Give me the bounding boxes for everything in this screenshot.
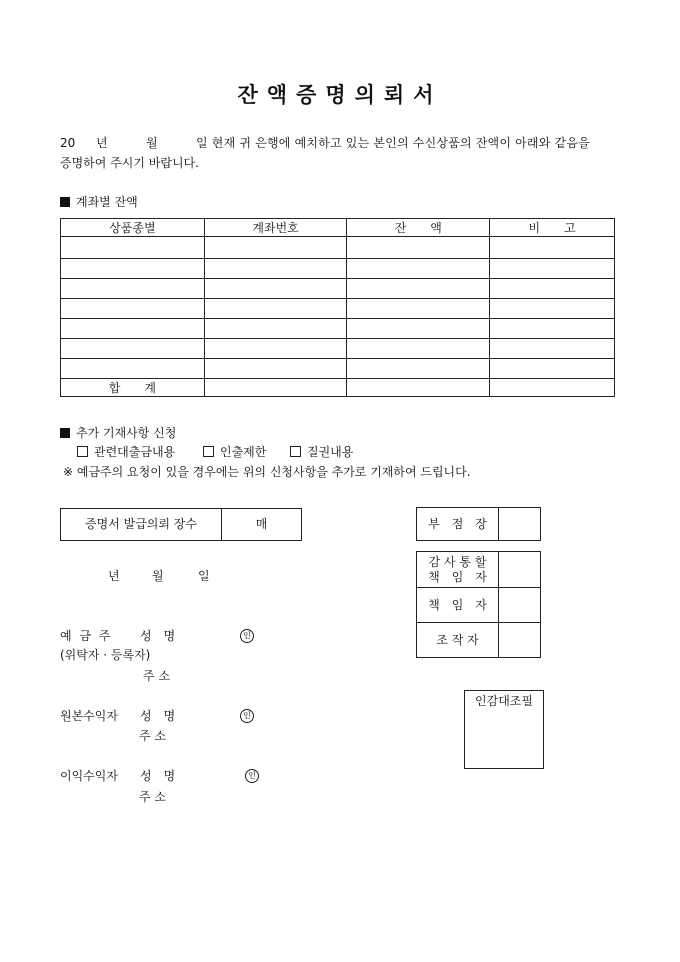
option-label: 인출제한 [220,445,267,459]
table-header-row [61,219,615,237]
col-header: 상품종별 [61,219,205,237]
table-cell[interactable] [347,359,490,379]
square-bullet-icon [60,197,70,207]
table-cell[interactable] [347,379,490,397]
table-cell[interactable] [347,237,490,259]
document-title: 잔액증명의뢰서 [237,82,443,107]
total-row [61,379,615,397]
option-pledge[interactable] [290,445,353,459]
table-cell[interactable] [204,339,347,359]
additional-note: ※ 예금주의 요청이 있을 경우에는 위의 신청사항을 추가로 기재하여 드립니다. [63,465,471,479]
depositor-address-label: 주 소 [143,669,170,683]
issue-count-box [60,508,302,541]
table-cell[interactable] [204,299,347,319]
interest-name-label: 성 명 [140,769,176,783]
date-month: 월 [152,569,164,583]
checkbox-icon[interactable] [203,446,214,457]
table-cell[interactable] [204,379,347,397]
table-cell[interactable] [61,319,205,339]
option-label: 관련대출금내용 [94,445,176,459]
option-label: 질권내용 [307,445,354,459]
square-bullet-icon [60,428,70,438]
table-cell[interactable] [61,279,205,299]
issue-count-label: 증명서 발급의뢰 장수 [61,509,222,540]
table-cell[interactable] [204,359,347,379]
principal-beneficiary-role: 원본수익자 [60,709,118,723]
date-year: 년 [108,569,120,583]
issue-count-unit[interactable]: 매 [255,517,268,531]
operator-label: 조 작 자 [417,623,499,657]
table-cell[interactable] [347,279,490,299]
depositor-name-label: 성 명 [140,629,176,643]
table-cell[interactable] [490,259,615,279]
col-header: 계좌번호 [204,219,347,237]
table-row [61,339,615,359]
audit-sign-cell[interactable] [499,552,540,588]
table-row [61,359,615,379]
checkbox-icon[interactable] [290,446,301,457]
table-cell[interactable] [61,359,205,379]
table-cell[interactable] [347,259,490,279]
audit-label [417,552,499,588]
intro-year-label: 년 [96,136,108,150]
table-cell[interactable] [61,299,205,319]
interest-beneficiary-role: 이익수익자 [60,769,118,783]
interest-address-label: 주 소 [139,790,166,804]
table-cell[interactable] [490,339,615,359]
intro-text: 일 현재 귀 은행에 예치하고 있는 본인의 수신상품의 잔액이 아래와 같음을 [196,136,590,150]
table-cell[interactable] [61,339,205,359]
heading-text: 계좌별 잔액 [76,195,138,209]
table-cell[interactable] [61,237,205,259]
table-cell[interactable] [490,279,615,299]
seal-icon: 인 [240,629,254,643]
principal-name-label: 성 명 [140,709,176,723]
table-cell[interactable] [347,319,490,339]
seal-check-box [464,690,544,769]
balance-section-heading [60,195,138,209]
table-cell[interactable] [347,299,490,319]
table-cell[interactable] [204,319,347,339]
additional-section-heading [60,426,176,440]
checkbox-icon[interactable] [77,446,88,457]
responsible-label: 책 임 자 [417,588,499,623]
depositor-role: 예 금 주 [60,629,113,643]
total-label: 합 계 [61,379,205,397]
table-cell[interactable] [61,259,205,279]
audit-line2: 책 임 자 [428,569,487,584]
table-row [61,319,615,339]
table-row [61,279,615,299]
branch-manager-box [416,507,541,541]
intro-month-label: 월 [146,136,158,150]
option-withdrawal-limit[interactable] [203,445,266,459]
responsible-sign-cell[interactable] [499,588,540,623]
depositor-sub: (위탁자 · 등록자) [60,648,151,662]
table-cell[interactable] [347,339,490,359]
approval-box [416,551,541,658]
heading-text: 추가 기재사항 신청 [76,426,177,440]
table-cell[interactable] [204,279,347,299]
seal-icon: 인 [245,769,259,783]
audit-line1: 감 사 통 할 [428,554,487,569]
table-cell[interactable] [490,319,615,339]
col-header: 잔 액 [347,219,490,237]
seal-icon: 인 [240,709,254,723]
col-header: 비 고 [490,219,615,237]
intro-year: 20 [60,136,76,150]
table-row [61,299,615,319]
seal-check-label: 인감대조필 [475,694,533,708]
date-day: 일 [198,569,210,583]
table-cell[interactable] [490,237,615,259]
table-cell[interactable] [490,359,615,379]
principal-address-label: 주 소 [139,729,166,743]
table-cell[interactable] [490,379,615,397]
option-loan[interactable] [77,445,175,459]
table-cell[interactable] [204,259,347,279]
balance-table [60,218,615,397]
table-row [61,259,615,279]
intro-text-line2: 증명하여 주시기 바랍니다. [60,156,199,170]
table-cell[interactable] [204,237,347,259]
table-cell[interactable] [490,299,615,319]
branch-manager-label: 부 점 장 [417,508,499,540]
table-row [61,237,615,259]
